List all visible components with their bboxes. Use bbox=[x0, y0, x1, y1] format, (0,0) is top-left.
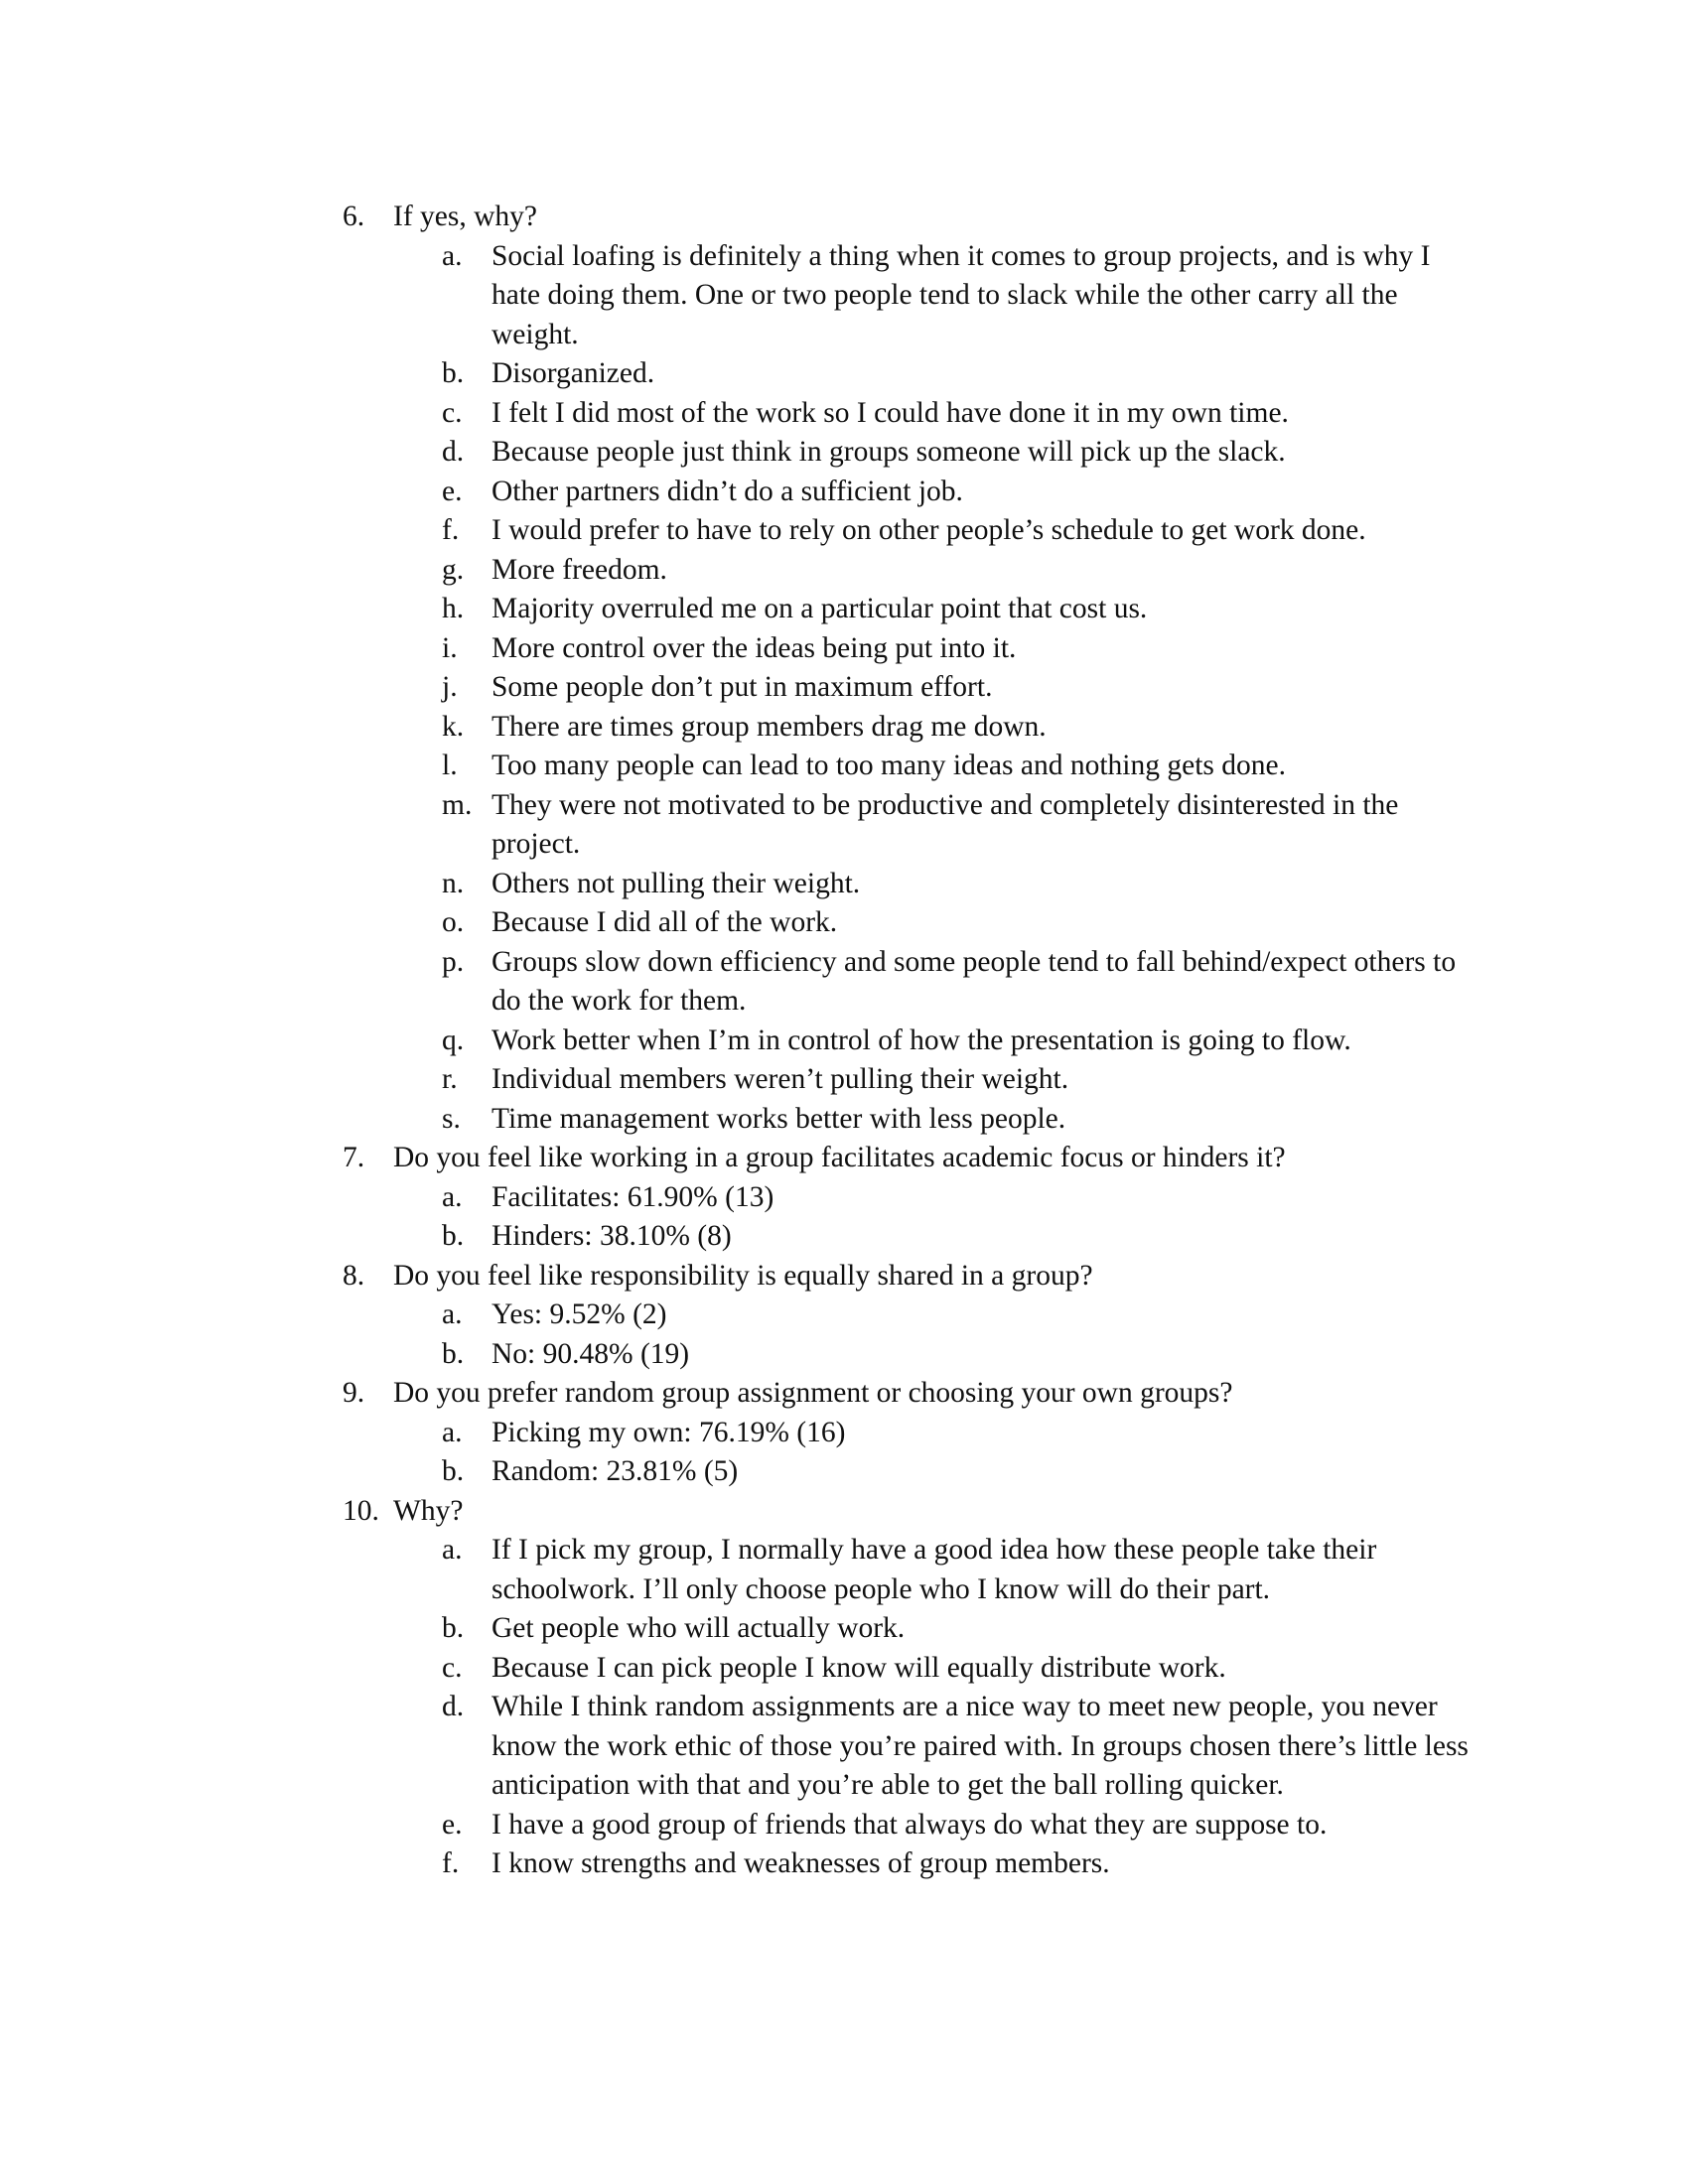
answer-letter: a. bbox=[442, 239, 463, 272]
answer-text: Facilitates: 61.90% (13) bbox=[492, 1180, 774, 1213]
question-item bbox=[0, 1492, 1485, 1532]
answer-letter: b. bbox=[442, 1612, 465, 1644]
question-text: Do you feel like responsibility is equally shared in a group? bbox=[393, 1259, 1093, 1292]
question-item bbox=[0, 1139, 1485, 1178]
answer-letter: i. bbox=[442, 631, 458, 664]
answer-item bbox=[0, 1217, 1484, 1257]
answer-text: More freedom. bbox=[492, 553, 667, 586]
answer-text: I have a good group of friends that always do what they are suppose to. bbox=[492, 1808, 1328, 1841]
answer-item bbox=[0, 511, 1484, 551]
answer-letter: l. bbox=[442, 750, 458, 781]
answer-text: Too many people can lead to too many ideas and nothing gets done. bbox=[492, 750, 1286, 781]
answer-letter: b. bbox=[442, 1337, 465, 1370]
answer-item bbox=[0, 590, 1484, 629]
answer-item bbox=[0, 708, 1484, 748]
answer-letter: o. bbox=[442, 906, 465, 938]
answer-letter: a. bbox=[442, 1180, 463, 1213]
answer-item bbox=[0, 1178, 1484, 1218]
answer-item bbox=[0, 786, 1484, 865]
answer-item bbox=[0, 1531, 1484, 1609]
answer-item bbox=[0, 354, 1484, 394]
answer-letter: j. bbox=[442, 671, 458, 703]
answer-text: Work better when I’m in control of how the presentation is going to flow. bbox=[492, 1024, 1351, 1056]
answer-text: Because I did all of the work. bbox=[492, 906, 838, 938]
answer-text: Others not pulling their weight. bbox=[492, 867, 861, 899]
answer-letter: k. bbox=[442, 710, 465, 743]
answer-text: Disorganized. bbox=[492, 357, 655, 389]
answer-item bbox=[0, 943, 1484, 1022]
answer-text: I know strengths and weaknesses of group members. bbox=[492, 1847, 1110, 1879]
answer-letter: a. bbox=[442, 1416, 463, 1448]
answer-text: Other partners didn’t do a sufficient job. bbox=[492, 475, 963, 507]
answer-text: I would prefer to have to rely on other people’s schedule to get work done. bbox=[492, 514, 1366, 546]
answer-text: Social loafing is definitely a thing when it comes to group projects, and is why I hate doing them. One or two people tend to slack while the other carry all the weight. bbox=[492, 239, 1431, 350]
answer-letter: d. bbox=[442, 436, 465, 468]
question-number: 10. bbox=[343, 1494, 379, 1527]
answer-item bbox=[0, 865, 1484, 904]
answer-letter: f. bbox=[442, 1847, 460, 1879]
answer-letter: r. bbox=[442, 1063, 458, 1095]
answer-text: Because I can pick people I know will equally distribute work. bbox=[492, 1651, 1226, 1684]
answer-letter: a. bbox=[442, 1298, 463, 1330]
question-text: Why? bbox=[393, 1494, 464, 1527]
answer-text: Time management works better with less people. bbox=[492, 1102, 1066, 1135]
question-text: If yes, why? bbox=[393, 201, 537, 232]
answer-text: Some people don’t put in maximum effort. bbox=[492, 671, 993, 703]
answer-text: Majority overruled me on a particular point that cost us. bbox=[492, 593, 1148, 624]
answer-item bbox=[0, 1060, 1484, 1100]
answer-text: Individual members weren’t pulling their weight. bbox=[492, 1063, 1069, 1095]
answer-item bbox=[0, 1609, 1484, 1649]
answer-letter: c. bbox=[442, 396, 463, 429]
answer-letter: b. bbox=[442, 1455, 465, 1487]
answer-text: Hinders: 38.10% (8) bbox=[492, 1220, 732, 1252]
answer-text: More control over the ideas being put into it. bbox=[492, 631, 1017, 664]
answer-letter: b. bbox=[442, 357, 465, 389]
answer-text: There are times group members drag me down. bbox=[492, 710, 1047, 743]
answer-item bbox=[0, 1296, 1484, 1335]
answer-text: I felt I did most of the work so I could have done it in my own time. bbox=[492, 396, 1289, 429]
answer-letter: n. bbox=[442, 867, 465, 899]
answer-item bbox=[0, 1649, 1484, 1689]
answer-item bbox=[0, 747, 1484, 786]
question-item bbox=[0, 198, 1485, 237]
question-number: 7. bbox=[343, 1142, 365, 1173]
answer-letter: h. bbox=[442, 593, 465, 624]
survey-document bbox=[0, 198, 1688, 1884]
answer-item bbox=[0, 1335, 1484, 1375]
answer-text: Random: 23.81% (5) bbox=[492, 1455, 739, 1487]
answer-letter: c. bbox=[442, 1651, 463, 1684]
answer-text: Get people who will actually work. bbox=[492, 1612, 906, 1644]
answer-letter: d. bbox=[442, 1691, 465, 1722]
question-item bbox=[0, 1257, 1485, 1297]
answer-item bbox=[0, 1688, 1484, 1806]
answer-letter: m. bbox=[442, 788, 473, 821]
answer-text: No: 90.48% (19) bbox=[492, 1337, 690, 1370]
answer-item bbox=[0, 473, 1484, 512]
answer-text: They were not motivated to be productive and completely disinterested in the project. bbox=[492, 788, 1399, 860]
answer-letter: b. bbox=[442, 1220, 465, 1252]
answer-item bbox=[0, 237, 1484, 355]
answer-item bbox=[0, 1100, 1484, 1140]
answer-letter: s. bbox=[442, 1102, 461, 1135]
answer-item bbox=[0, 629, 1484, 669]
question-number: 6. bbox=[343, 201, 365, 232]
answer-item bbox=[0, 551, 1484, 591]
answer-item bbox=[0, 394, 1484, 434]
answer-letter: a. bbox=[442, 1534, 463, 1566]
answer-text: Picking my own: 76.19% (16) bbox=[492, 1416, 846, 1448]
question-text: Do you feel like working in a group facilitates academic focus or hinders it? bbox=[393, 1142, 1286, 1173]
answer-text: Because people just think in groups someone will pick up the slack. bbox=[492, 436, 1286, 468]
answer-item bbox=[0, 1414, 1484, 1453]
answer-item bbox=[0, 903, 1484, 943]
question-item bbox=[0, 1374, 1485, 1414]
answer-item bbox=[0, 1452, 1484, 1492]
answer-letter: p. bbox=[442, 945, 465, 978]
answer-letter: f. bbox=[442, 514, 460, 546]
answer-letter: g. bbox=[442, 553, 465, 586]
question-text: Do you prefer random group assignment or choosing your own groups? bbox=[393, 1377, 1233, 1409]
question-number: 9. bbox=[343, 1377, 365, 1409]
answer-text: Groups slow down efficiency and some people tend to fall behind/expect others to do the work for them. bbox=[492, 945, 1457, 1017]
answer-text: If I pick my group, I normally have a good idea how these people take their schoolwork. I’ll only choose people who I know will do their part. bbox=[492, 1534, 1377, 1605]
question-number: 8. bbox=[343, 1259, 365, 1292]
answer-letter: q. bbox=[442, 1024, 465, 1056]
answer-text: Yes: 9.52% (2) bbox=[492, 1298, 667, 1330]
answer-item bbox=[0, 1022, 1484, 1061]
answer-item bbox=[0, 1806, 1484, 1845]
answer-text: While I think random assignments are a nice way to meet new people, you never know the work ethic of those you’re paired with. In groups chosen there’s little less anticipation with that and you’re able to get the ball rolling quicker. bbox=[492, 1691, 1469, 1801]
answer-item bbox=[0, 433, 1484, 473]
answer-item bbox=[0, 668, 1484, 708]
answer-letter: e. bbox=[442, 1808, 463, 1841]
answer-letter: e. bbox=[442, 475, 463, 507]
answer-item bbox=[0, 1844, 1484, 1884]
